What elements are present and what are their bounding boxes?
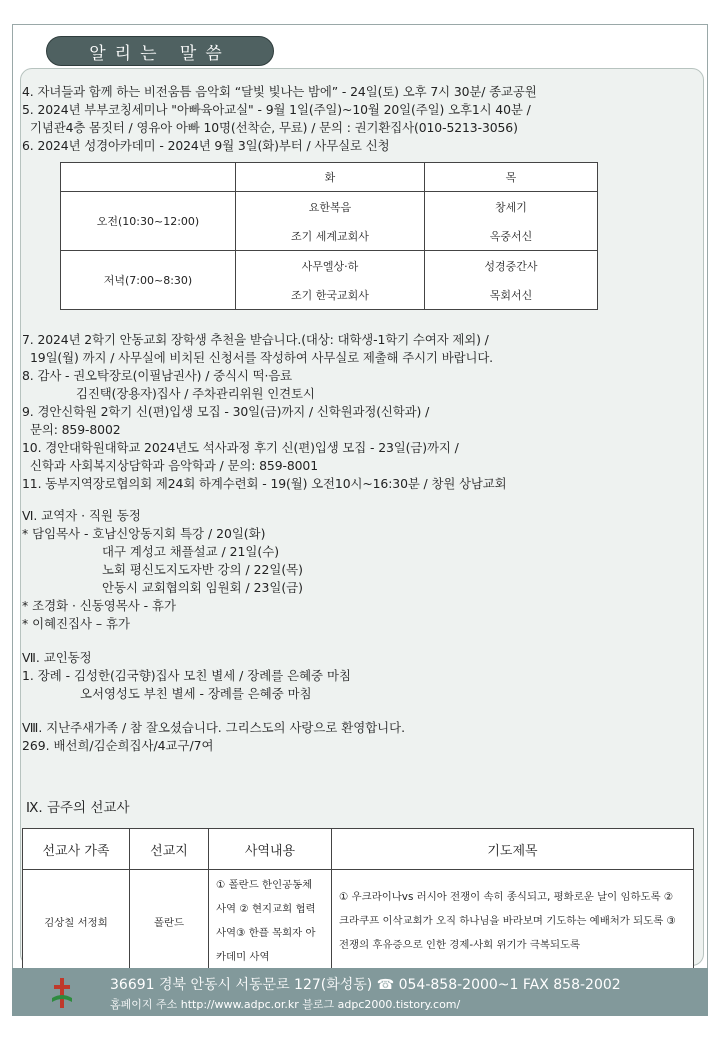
academy-schedule-table — [60, 162, 598, 310]
announcement-item-10: 10. 경안대학원대학교 2024년도 석사과정 후기 신(편)입생 모집 - 23일(금)까지 / — [22, 440, 459, 455]
announcement-item-8-detail: 김진택(장용자)집사 / 주차관리위원 인견토시 — [76, 386, 315, 401]
missionary-header: 선교사 가족 — [23, 829, 130, 870]
schedule-header-thu: 목 — [425, 163, 598, 192]
missionary-header: 기도제목 — [332, 829, 694, 870]
announcement-item-9-detail: 문의: 859-8002 — [30, 422, 121, 437]
missionary-prayer-text: ① 우크라이나vs 러시아 전쟁이 속히 종식되고, 평화로운 날이 임하도록 ② 크라쿠프 이삭교회가 오직 하나님을 바라보며 기도하는 예배처가 되도록 ③ 전쟁의 후유증으로 인한 경제-사회 위기가 극복되도록 — [339, 891, 676, 951]
schedule-cell: 창세기 — [425, 192, 598, 222]
page-title: 알리는 말씀 — [46, 36, 274, 66]
schedule-cell: 성경중간사 — [425, 251, 598, 281]
announcement-item-6: 6. 2024년 성경아카데미 - 2024년 9월 3일(화)부터 / 사무실로 신청 — [22, 138, 390, 153]
footer-web[interactable]: 홈페이지 주소 http://www.adpc.or.kr 블로그 adpc2000.tistory.com/ — [110, 998, 461, 1011]
schedule-cell: 조기 세계교회사 — [236, 221, 425, 251]
footer-address: 36691 경북 안동시 서동문로 127(화성동) ☎ 054-858-2000~1 FAX 858-2002 — [110, 977, 621, 993]
announcement-item-7: 7. 2024년 2학기 안동교회 장학생 추천을 받습니다.(대상: 대학생-1학기 수여자 제외) / — [22, 332, 489, 347]
missionary-place: 폴란드 — [130, 870, 209, 973]
announcement-item-10-detail: 신학과 사회복지상담학과 음악학과 / 문의: 859-8001 — [30, 458, 318, 473]
members-line: 1. 장례 - 김성한(김국향)집사 모친 별세 / 장례를 은혜중 마침 — [22, 668, 351, 683]
footer — [12, 968, 708, 1016]
schedule-row-label: 저녁(7:00~8:30) — [61, 251, 236, 310]
schedule-cell: 조기 한국교회사 — [236, 280, 425, 310]
announcement-item-5-detail: 기념관4층 몸짓터 / 영유아 아빠 10명(선착순, 무료) / 문의 : 권기환집사(010-5213-3056) — [30, 120, 518, 135]
announcement-item-7-detail: 19일(월) 까지 / 사무실에 비치된 신청서를 작성하여 사무실로 제출해 주시기 바랍니다. — [30, 350, 494, 365]
staff-line: * 조경화 · 신동영목사 - 휴가 — [22, 598, 176, 613]
schedule-cell: 옥중서신 — [425, 221, 598, 251]
missionary-header: 선교지 — [130, 829, 209, 870]
schedule-cell: 요한복음 — [236, 192, 425, 222]
section-newcomers-title: Ⅷ. 지난주새가족 / 참 잘오셨습니다. 그리스도의 사랑으로 환영합니다. — [22, 720, 406, 735]
staff-line: * 이혜진집사 – 휴가 — [22, 616, 130, 631]
announcement-item-8: 8. 감사 - 권오탁장로(이필남권사) / 중식시 떡·음료 — [22, 368, 293, 383]
staff-line: 대구 계성고 채플설교 / 21일(수) — [102, 544, 280, 559]
missionary-family: 김상칠 서정희 — [23, 870, 130, 973]
missionary-work — [209, 870, 332, 973]
schedule-cell: 목회서신 — [425, 280, 598, 310]
announcement-item-5: 5. 2024년 부부코칭세미나 "아빠육아교실" - 9월 1일(주일)~10월 20일(주일) 오후1시 40분 / — [22, 102, 531, 117]
missionary-prayer — [332, 870, 694, 973]
members-line: 오서영성도 부친 별세 - 장례를 은혜중 마침 — [80, 686, 312, 701]
announcement-item-11: 11. 동부지역장로협의회 제24회 하계수련회 - 19(월) 오전10시~16:30분 / 창원 상남교회 — [22, 476, 507, 491]
missionary-work-text: ① 폴란드 한인공동체 사역 ② 현지교회 협력사역③ 한플 목회자 아카데미 사역 — [216, 879, 316, 963]
schedule-cell: 사무엘상·하 — [236, 251, 425, 281]
section-members-title: Ⅶ. 교인동정 — [22, 650, 92, 665]
announcement-item-9: 9. 경안신학원 2학기 신(편)입생 모집 - 30일(금)까지 / 신학원과정(신학과) / — [22, 404, 430, 419]
church-logo-icon — [50, 976, 74, 1010]
section-staff-title: Ⅵ. 교역자 · 직원 동정 — [22, 508, 141, 523]
newcomers-line: 269. 배선희/김순희집사/4교구/7여 — [22, 738, 214, 753]
announcement-item-4: 4. 자녀들과 함께 하는 비전움틈 음악회 “달빛 빛나는 밤에” - 24일(토) 오후 7시 30분/ 종교공원 — [22, 84, 537, 99]
section-missionary-title: Ⅸ. 금주의 선교사 — [26, 800, 130, 816]
staff-line: * 담임목사 - 호남신앙동지회 특강 / 20일(화) — [22, 526, 266, 541]
schedule-header-blank — [61, 163, 236, 192]
schedule-row-label: 오전(10:30~12:00) — [61, 192, 236, 251]
missionary-table — [22, 828, 694, 973]
schedule-header-tue: 화 — [236, 163, 425, 192]
staff-line: 노회 평신도지도자반 강의 / 22일(목) — [102, 562, 303, 577]
staff-line: 안동시 교회협의회 임원회 / 23일(금) — [102, 580, 303, 595]
missionary-header: 사역내용 — [209, 829, 332, 870]
